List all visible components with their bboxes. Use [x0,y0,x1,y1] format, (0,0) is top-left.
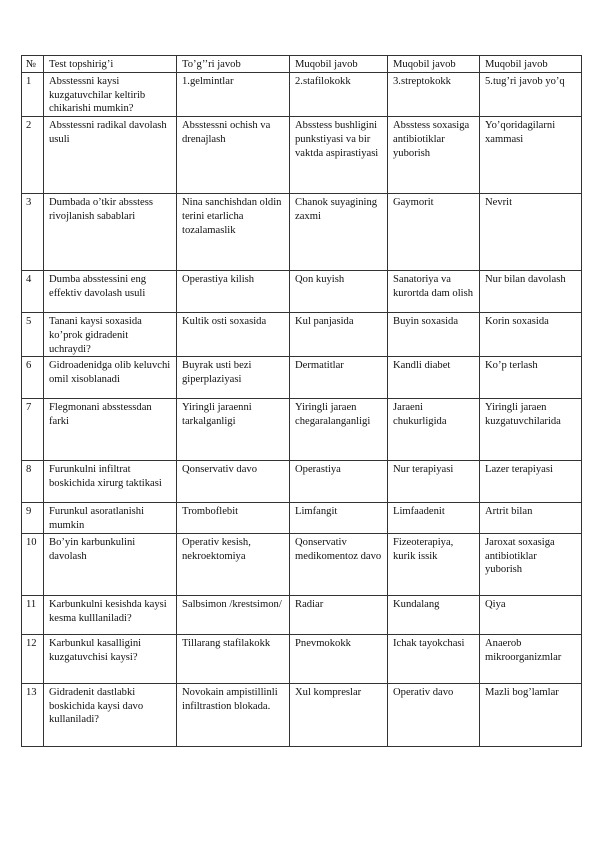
alternative-answer-cell: Sanatoriya va kurortda dam olish [388,271,480,313]
question-cell: Absstessni radikal davolash usuli [44,117,177,194]
alternative-answer-cell: Radiar [290,595,388,634]
row-number: 5 [22,313,44,357]
question-cell: Karbunkulni kesishda kaysi kesma kulllaniladi? [44,595,177,634]
table-row [22,503,582,534]
alternative-answer-cell: Anaerob mikroorganizmlar [480,634,582,683]
alternative-answer-cell: Yiringli jaraen kuzgatuvchilarida [480,399,582,461]
row-number: 13 [22,683,44,746]
table-row [22,533,582,595]
alternative-answer-cell: Kundalang [388,595,480,634]
question-cell: Absstessni kaysi kuzgatuvchilar keltirib chikarishi mumkin? [44,72,177,116]
alternative-answer-cell: Jaraeni chukurligida [388,399,480,461]
table-row [22,461,582,503]
alternative-answer-cell: Nevrit [480,194,582,271]
row-number: 9 [22,503,44,534]
alternative-answer-cell: Lazer terapiyasi [480,461,582,503]
alternative-answer-cell: Fizeoterapiya, kurik issik [388,533,480,595]
correct-answer-cell: Yiringli jaraenni tarkalganligi [177,399,290,461]
question-cell: Flegmonani absstessdan farki [44,399,177,461]
alternative-answer-cell: Operativ davo [388,683,480,746]
row-number: 7 [22,399,44,461]
row-number: 1 [22,72,44,116]
row-number: 8 [22,461,44,503]
row-number: 12 [22,634,44,683]
header-alternative-answer-1: Muqobil javob [290,56,388,73]
correct-answer-cell: Salbsimon /krestsimon/ [177,595,290,634]
header-alternative-answer-3: Muqobil javob [480,56,582,73]
table-row [22,72,582,116]
alternative-answer-cell: Artrit bilan [480,503,582,534]
correct-answer-cell: Tillarang stafilakokk [177,634,290,683]
question-cell: Gidroadenidga olib keluvchi omil xisoblanadi [44,357,177,399]
alternative-answer-cell: Nur bilan davolash [480,271,582,313]
header-row [22,56,582,73]
correct-answer-cell: Buyrak usti bezi giperplaziyasi [177,357,290,399]
alternative-answer-cell: Gaymorit [388,194,480,271]
alternative-answer-cell: Ichak tayokchasi [388,634,480,683]
correct-answer-cell: 1.gelmintlar [177,72,290,116]
header-alternative-answer-2: Muqobil javob [388,56,480,73]
question-cell: Gidradenit dastlabki boskichida kaysi davo kullaniladi? [44,683,177,746]
table-row [22,194,582,271]
correct-answer-cell: Absstessni ochish va drenajlash [177,117,290,194]
header-number: № [22,56,44,73]
row-number: 2 [22,117,44,194]
correct-answer-cell: Tromboflebit [177,503,290,534]
alternative-answer-cell: Dermatitlar [290,357,388,399]
row-number: 11 [22,595,44,634]
alternative-answer-cell: Ko’p terlash [480,357,582,399]
alternative-answer-cell: Kul panjasida [290,313,388,357]
alternative-answer-cell: Korin soxasida [480,313,582,357]
row-number: 3 [22,194,44,271]
alternative-answer-cell: Buyin soxasida [388,313,480,357]
row-number: 4 [22,271,44,313]
row-number: 10 [22,533,44,595]
table-row [22,313,582,357]
table-row [22,595,582,634]
alternative-answer-cell: 2.stafilokokk [290,72,388,116]
correct-answer-cell: Nina sanchishdan oldin terini etarlicha tozalamaslik [177,194,290,271]
row-number: 6 [22,357,44,399]
test-table [21,55,582,747]
question-cell: Furunkul asoratlanishi mumkin [44,503,177,534]
table-row [22,683,582,746]
question-cell: Karbunkul kasalligini kuzgatuvchisi kaysi? [44,634,177,683]
question-cell: Bo’yin karbunkulini davolash [44,533,177,595]
alternative-answer-cell: Yiringli jaraen chegaralanganligi [290,399,388,461]
correct-answer-cell: Novokain ampistillinli infiltrastion blokada. [177,683,290,746]
correct-answer-cell: Operativ kesish, nekroektomiya [177,533,290,595]
table-row [22,357,582,399]
alternative-answer-cell: Xul kompreslar [290,683,388,746]
alternative-answer-cell: Qon kuyish [290,271,388,313]
question-cell: Furunkulni infiltrat boskichida xirurg taktikasi [44,461,177,503]
alternative-answer-cell: Yo’qoridagilarni xammasi [480,117,582,194]
correct-answer-cell: Kultik osti soxasida [177,313,290,357]
table-row [22,399,582,461]
header-correct-answer: To’g’’ri javob [177,56,290,73]
alternative-answer-cell: Qonservativ medikomentoz davo [290,533,388,595]
alternative-answer-cell: Absstess soxasiga antibiotiklar yuborish [388,117,480,194]
alternative-answer-cell: Mazli bog’lamlar [480,683,582,746]
alternative-answer-cell: Limfangit [290,503,388,534]
alternative-answer-cell: Qiya [480,595,582,634]
alternative-answer-cell: Operastiya [290,461,388,503]
header-question: Test topshirig’i [44,56,177,73]
table-row [22,634,582,683]
alternative-answer-cell: Chanok suyagining zaxmi [290,194,388,271]
alternative-answer-cell: Limfaadenit [388,503,480,534]
alternative-answer-cell: Kandli diabet [388,357,480,399]
table-row [22,117,582,194]
table-row [22,271,582,313]
alternative-answer-cell: Pnevmokokk [290,634,388,683]
question-cell: Tanani kaysi soxasida ko’prok gidradenit uchraydi? [44,313,177,357]
alternative-answer-cell: Jaroxat soxasiga antibiotiklar yuborish [480,533,582,595]
alternative-answer-cell: 3.streptokokk [388,72,480,116]
correct-answer-cell: Operastiya kilish [177,271,290,313]
alternative-answer-cell: Nur terapiyasi [388,461,480,503]
question-cell: Dumba absstessini eng effektiv davolash usuli [44,271,177,313]
correct-answer-cell: Qonservativ davo [177,461,290,503]
question-cell: Dumbada o’tkir absstess rivojlanish sabablari [44,194,177,271]
alternative-answer-cell: 5.tug’ri javob yo’q [480,72,582,116]
alternative-answer-cell: Absstess bushligini punkstiyasi va bir vaktda aspirastiyasi [290,117,388,194]
